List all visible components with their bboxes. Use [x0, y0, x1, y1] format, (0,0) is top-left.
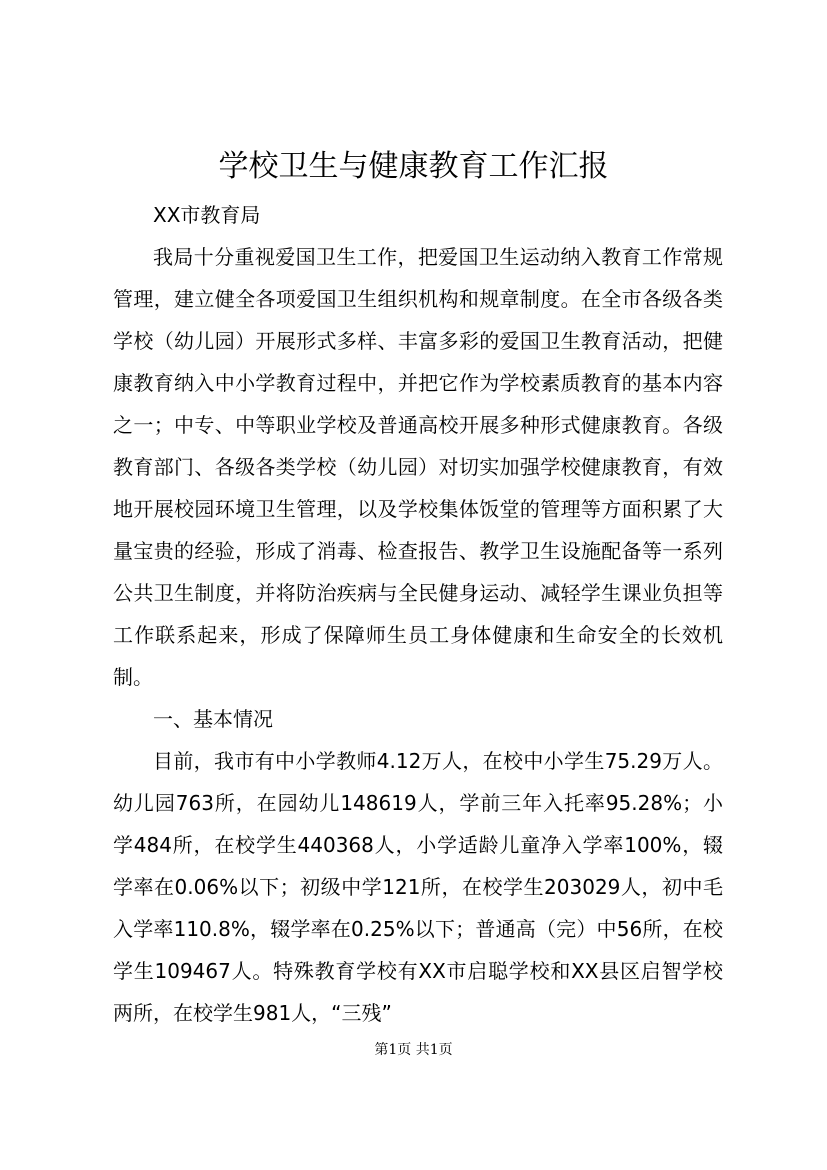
document-body [113, 194, 723, 1034]
page-footer: 第1页 共1页 [374, 1042, 453, 1058]
paragraph-intro: 我局十分重视爱国卫生工作，把爱国卫生运动纳入教育工作常规管理，建立健全各项爱国卫生组织机构和规章制度。在全市各级各类学校（幼儿园）开展形式多样、丰富多彩的爱国卫生教育活动，把健康教育纳入中小学教育过程中，并把它作为学校素质教育的基本内容之一；中专、中等职业学校及普通高校开展多种形式健康教育。各级教育部门、各级各类学校（幼儿园）对切实加强学校健康教育，有效地开展校园环境卫生管理，以及学校集体饭堂的管理等方面积累了大量宝贵的经验，形成了消毒、检查报告、教学卫生设施配备等一系列公共卫生制度，并将防治疾病与全民健身运动、减轻学生课业负担等工作联系起来，形成了保障师生员工身体健康和生命安全的长效机制。 [113, 245, 723, 689]
section-heading-basic-info: 一、基本情况 [153, 707, 273, 731]
paragraph-statistics: 目前，我市有中小学教师4.12万人，在校中小学生75.29万人。幼儿园763所，在园幼儿148619人，学前三年入托率95.28%；小学484所，在校学生440368人，小学适龄儿童净入学率100%，辍学率在0.06%以下；初级中学121所，在校学生203029人，初中毛入学率110.8%，辍学率在0.25%以下；普通高（完）中56所，在校学生109467人。特殊教育学校有XX市启聪学校和XX县区启智学校两所，在校学生981人，“三残” [113, 749, 723, 1025]
document-title: 学校卫生与健康教育工作汇报 [218, 149, 609, 184]
author-line: XX市教育局 [153, 203, 261, 227]
